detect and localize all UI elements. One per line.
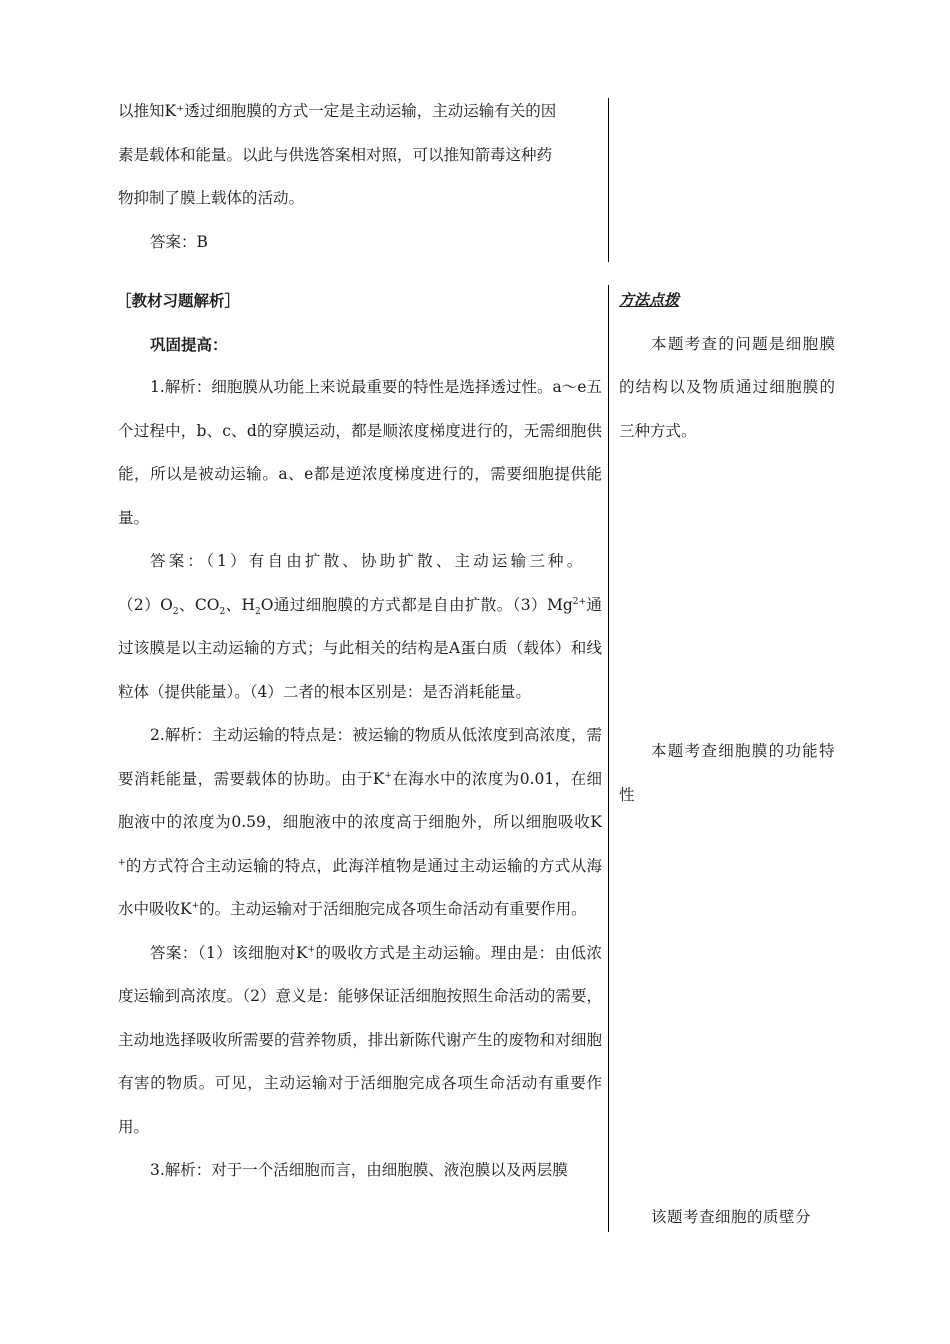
- q1-analysis: 1.解析：细胞膜从功能上来说最重要的特性是选择透过性。a～e五个过程中，b、c、d的穿膜运动，都是顺浓度梯度进行的，无需细胞供能，所以是被动运输。a、e都是逆浓度梯度进行的，需要细胞提供能量。: [118, 378, 602, 527]
- q2-answer: 答案：（1）该细胞对K+的吸收方式是主动运输。理由是：由低浓度运输到高浓度。（2）意义是：能够保证活细胞按照生命活动的需要，主动地选择吸收所需要的营养物质，排出新陈代谢产生的废物和对细胞有害的物质。可见，主动运输对于活细胞完成各项生命活动有重要作用。: [118, 943, 602, 1136]
- section-subtitle: 巩固提高：: [150, 334, 228, 354]
- column-divider-top: [608, 98, 609, 262]
- q1-answer-continued: $(2)O_2$、$CO_2$、$H_2O$通过细胞膜的方式都是自由扩散。$(3)Mg^{2+}$通过该膜是以主动运输的方式；与此相关的结构是A蛋白质（载体）和线粒体（提供能量）。（4）二者的根本区别是：是否消耗能量。: [118, 595, 602, 701]
- method-note-q3-wrap: [619, 1196, 835, 1240]
- q2-analysis: 2.解析：主动运输的特点是：被运输的物质从低浓度到高浓度，需要消耗能量，需要载体的协助。由于K+在海水中的浓度为0.01，在细胞液中的浓度为0.59，细胞液中的浓度高于细胞外，所以细胞吸收K+的方式符合主动运输的特点，此海洋植物是通过主动运输的方式从海水中吸收K+的。主动运输对于活细胞完成各项生命活动有重要作用。: [118, 726, 602, 918]
- q1-answer-line: 答案：（1）有自由扩散、协助扩散、主动运输三种。: [150, 552, 586, 570]
- continued-line-1: 以推知K⁺透过细胞膜的方式一定是主动运输，主动运输有关的因: [118, 102, 557, 120]
- continued-line-2: 素是载体和能量。以此与供选答案相对照，可以推知箭毒这种药: [118, 145, 553, 164]
- textbook-exercise-section: [118, 279, 602, 1193]
- q3-analysis: 3.解析：对于一个活细胞而言，由细胞膜、液泡膜以及两层膜: [150, 1161, 568, 1179]
- method-tips-title: 方法点拨: [619, 291, 680, 309]
- method-note-q1: 本题考查的问题是细胞膜的结构以及物质通过细胞膜的三种方式。: [619, 334, 835, 440]
- method-note-q2: 本题考查细胞膜的功能特性: [619, 742, 835, 804]
- method-note-q2-wrap: [619, 730, 835, 817]
- continued-line-3: 物抑制了膜上载体的活动。: [118, 189, 305, 207]
- column-divider-main: [608, 285, 609, 1232]
- previous-answer: 答案：B: [150, 232, 208, 251]
- method-tips-column: [619, 279, 835, 453]
- previous-answer-block: [118, 90, 602, 264]
- section-title: ［教材习题解析］: [116, 291, 241, 310]
- method-note-q3: 该题考查细胞的质壁分: [651, 1208, 812, 1226]
